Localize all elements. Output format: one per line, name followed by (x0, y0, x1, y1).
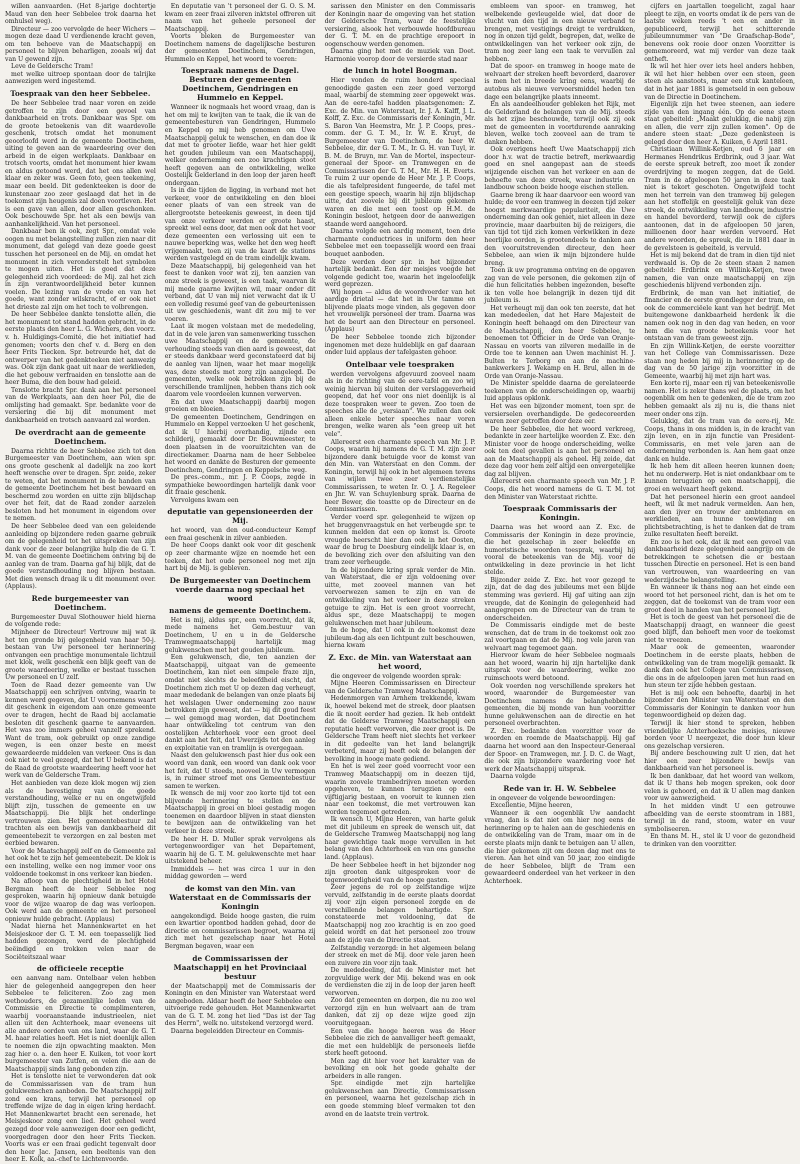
article-paragraph: Gelukkig, dat de tram van de eere-rij, Mr. Coops, thans in ons midden is, in de kracht van zijn leven, en in zijn functie van President-Commissaris, en met vele jaren aan de onderneming verbonden is. Aan hem gaat onze dank en hulde. (644, 418, 795, 463)
article-paragraph: die ongeveer de volgende woorden sprak: (330, 672, 462, 680)
article-paragraph: Excellentie, Mijne heeren, (490, 802, 573, 810)
article-paragraph: En zijn Willink-Ketjen, de eerste voorzitter van het College van Commissarissen. Deze staan nog heden bij mij in herinnering op de dag van de 50 jarige zijn voorzitter in de Gemeente, waarbij hij met zijn hart was. (644, 342, 795, 380)
article-paragraph: Terwijl ik hier stond te spreken, hebben vriendelijke Achterhoeksche meisjes, nieuwe borden voor U neergezet, die door hun kleur ons gezelschap versieren. (644, 719, 795, 750)
article-paragraph: Tenslotte bracht Spr. dank aan het personeel van de Werkplaats, aan den heer Pol, die de omlijsting had gemaakt. Spr. bedankte voor de versiering die bij dit monument met dankbaarheid en trotsch aanvaard zal worden. (5, 386, 156, 424)
article-paragraph: De mededeeling, dat de Minister met het zorgvuldige werk der Mij. bekend was en ook de verdiensten die zij in de loop der jaren heeft verworven. (324, 967, 476, 997)
article-heading: de Commissarissen der Maatschappij en het Provinciaal bestuur (173, 953, 307, 981)
article-paragraph: met welke uitroep spontaan door de talrijke aanwezigen werd ingestemd. (5, 70, 156, 86)
article-paragraph: Het is mij bekend dat de tram in dien tijd niet verdwaald is. Op de 2e steen staan 2 namen gebeiteld: Erdbrink en Willink-Ketjen, twee namen, die van onze maatschappij en zijn geschiedenis blijvend verbonden zijn. (644, 252, 795, 290)
article-paragraph: Naast den gelukwensch past hier dus ook een woord van dank, een woord van dank ook voor het feit, dat U steeds, nooveel in Uw vermogen is, in ruimer stroef met ons Gemeentebestuur samen te werken. (164, 752, 316, 790)
article-paragraph: Een gelukwensch, die, ten aanzien der Maatschappij, uitgaat van de gemeente Doetinchem, kan niet een simpele fraze zijn, omdat niet slechts de beleefdheid eischt, dat Doetinchem zich met U op dezen dag verheugt, maar mededank de belangen van onze plaats bij het welslagen Uwer onderneming zoo nauw betrokken zijn geweest, dat — bij dit goud feest — wel gemogd mag worden, dat Doetinchem haar ontwikkeling tot centrum van den oostelijken Achterhoek voor een groot deel dankt aan het feit, dat Uwerzijds tot den aanleg en exploitatie van en tramlijn is overgegaan. (164, 654, 316, 752)
article-paragraph: En deputatie van 't personeel der G. O. S. M. kwam en zeer fraai zilveren inktstel offreren uit naam van het geheele personeel der Maatschappij. (164, 3, 316, 33)
article-paragraph: De gemeenten Doetinchem, Gendringen en Hummelo en Keppel verzoeken U het geschenk, dat ik U hierbij overhandig, zijnde een schilderij, gemaakt door Dr. Bouwmeester, te doen plaatsen in de vooruitzichten van de directiekamer. Daarna nam de heer Sebbelee het woord en dankte de Besturen der gemeente Doetinchem, Gendringen en Keppelsche weg. (164, 413, 316, 474)
article-paragraph: Maar ook de gemeenten, waaronder Doetinchem in de eerste plaats, hebben de ontwikkeling van de tram mogelijk gemaakt. Ik dank dan ook het College van Commissarissen, die ons in de afgeloopen jaren met hun raad en hun steun ter zijde hebben gestaan. (644, 644, 795, 690)
article-paragraph: het woord, van den oud-conducteur Kempf een fraai geschenk in zilver aanbieden. (164, 527, 316, 542)
article-paragraph: Toen ik uw programma ontving en de opgaven zag van de vele personen, die gekomen zijn of die hun felicitaties hebben ingezonden, besefte ik ten volle hoe belangrijk in dezen tijd dit jubileum is. (484, 267, 636, 305)
article-paragraph: De heer Sebbelee dankte tenslotte allen, die het monument tot stand hadden gebracht, in de eerste plaats den heer L. G. Wichers, den voorz. v. h. Huldigings-Comité, die het initiatief had genomen; voorts den chef v. d. Berg en den heer Frits Tiecken. Spr. betreurde het, dat de ontwerper van het gedenkteeken niet aanwezig was. Ook zijn dank gaat uit naar de werklieden, die het gebouw verfraaiden en tenslotte aan de heer Buma, die den bouw had geleid. (5, 311, 156, 387)
article-paragraph: Allereerst een charmante speech van Mr. J. P. Coops, waarin hij namens de G. T. M. zijn zeer bijzondere dank betuigde voor de komst van den Min. van Waterstaat en den Comm. der Koningin, terwijl hij ook in het algemeen tevens van wijlen twee zeer verdienstelijke Commissarissen, te weten Ir. O. J. A. Regeleer en Jhr. W. van Schuylenburg sprak. Daarna de heer Bewer, die toastte op de Directeur en de Commissarissen. (324, 438, 476, 514)
article-heading: deputatie van gepensioneerden der Mij. (167, 507, 314, 526)
article-heading: Ontelbaar vele toespraken (345, 359, 455, 369)
column-2 (165, 3, 316, 1059)
article-paragraph: De Commissaris eindigde met de beste wenschen, dat de tram in de toekomst ook zoo zal voortgaan en dat de Mij. nog vele jaren van welvaart mag tegemoet gaan. (484, 622, 636, 652)
article-paragraph: Voorts bleken de Burgemeester van Doetinchem namens de dagelijksche besturen der gemeenten Doetinchem, Gendringen, Hummelo en Keppel, het woord te voeren: (164, 33, 316, 63)
article-paragraph: De Minister speldde daarna de gerelateerde teekenen van de onderscheidingen op, waarbij luid applaus opklonk. (484, 380, 636, 403)
article-paragraph: De heer Sebbelee heeft in het bijzonder nog zijn grooten dank uitgesproken voor de tegenwoordigheid van de hooge gasten. (324, 861, 476, 884)
article-heading: Toespraak namens de Dagel. Besturen der gemeenten Doetinchem, Gendringen en Hummelo en Keppel. (181, 66, 300, 103)
article-paragraph: Leve de Gelderschc Tram! (11, 63, 94, 71)
article-paragraph: in ongeveer de volgende bewoordingen: (490, 794, 616, 802)
column-3 (324, 3, 476, 1118)
article-paragraph: Ook voerden nog verschillende sprekers het woord, waaronder de Burgemeester van Doetinchem namens de belanghebbende gemeenten, die bij monde van hun voorzitter hunne gelukwenschen aan de directie en het personeel overbrachten. (484, 682, 636, 728)
article-paragraph: Deze werden door spr. in het bijzonder hartelijk bedankt. Een der meisjes voegde het volgende gedicht toe, waarin het ingeloofelijk werd geprezen. (324, 258, 476, 289)
article-paragraph: werden vervolgens afgevuurd zooveel naam als in de richting van de eere-tafel en zoo wij weinig hiervan bij sluiten der verslaggeverheid geopend, dat het voor ons niet doenlijk is al deze toespraken weer te geven. Zoo toen de speeches alle de „versiaan". We zullen dan ook alleen enkele beter speeches naar voren brengen, welke waren als "een greep uit het vele". (324, 370, 476, 438)
article-paragraph: In de hope, dat U ook in de toekomst deze jubileum-dag als een lichtpunt zult beschouwen, hierna kwam (324, 627, 476, 650)
article-heading: namens de gemeente Doetinchem. (169, 605, 312, 615)
article-paragraph: Deze Maatschappij, bij gelegenheid van het feest te danken voor wat zij, ten aanzien van onze streek is geweest, is een taak, waarvan ik mij mede gaarne kwijten wil, maar onder dit verband, dat U van mij niet verwacht dat ik U een volledig resumé geef van de gebeurtenissen uit uw geschiedenis, want dit zou mij te ver voeren. (164, 262, 316, 323)
article-paragraph: En het is wel zeer goed voorrecht voor een Tramweg Maatschappij om in deezen tijd, waarin zoovele trambedrijven moeten worden opgeheven, te kunnen terugzien op een vijftigjarig bestaan, en vooruit te kunnen zien naar een toekomst, die met vertrouwen kan worden tegemoet getreden. (324, 763, 476, 816)
column-1 (5, 3, 156, 1164)
article-paragraph: En dat uwe Maatschappij daarbij mogen groeien en bloeien. (164, 398, 316, 414)
article-paragraph: Ik heb hem dit alleen heeren kunnen doen; het nu onderwerp. Het is niet ondankbaar om te kunnen terugzien op een maatschappij, die groei en welvaart heeft gekend. (644, 463, 795, 493)
article-paragraph: Daarna was het woord aan Z. Exc. de Commissaris der Koningin in deze provincie, die het gezelschap in zeer beleefde en humoristische woorden toesprak, waarbij hij vooral de beteekenis van de Mij. voor de ontwikkeling in deze provincie in het licht stelde. (484, 524, 636, 577)
article-paragraph: Het is toch de geest van het personeel die de Maatschappij draagt, en wanneer die geest goed blijft, dan behoeft men voor de toekomst niet te vreezen. (644, 614, 795, 644)
article-paragraph: Laat ik mogen volstaan met de mededeling, dat in de vele jaren van samenwerking tusschen uwe Maatschappij en de gemeente, de verhouding steeds van dien aard is geweest, dat er steeds dankbaar werd geconstateerd dat bij de aanleg van lijnen, waar het maar mogelijk was, deze steeds met zorg zijn aangelegd. De gemeenten, welke ook betrokken zijn bij de verschillende tramlijnen, hebben thans zich ook daarom vele voordeelen kunnen verwerven. (164, 323, 316, 399)
article-paragraph: De heer Sebbelee deed van een geleidende aanleiding op bijzondere reden gaarne gebruik om de gelegenheid tot het uitspreken van zijn dank voor de zeer belangrijke hulp die de G. T. M. van de gemeente Doetinchem ontving bij de aanleg van de tram. Daarna gaf hij blijk, dat de goede verstandhouding nog blijven bestaan. Met dien wensch draag ik u dit monument over. (Applaus). (5, 523, 156, 591)
article-heading: de lunch in hotel Boogman. (342, 66, 458, 76)
article-paragraph: Toen de Raad dezer gemeente van Uw Maatschappij een schrijven ontving, waarin te kennen werd gegeven, dat U voornemens waart dit geschenk in eigendom aan onze gemeente over te dragen, hecht de Raad bij acclamatie besloten dit geschenk gaarne te aanvaarden. Het was zoo immers geheel vanzelf sprekend. Want de tram, ook gebruikt op onze zandige wegen, is een onzer beste en meest gewaardeerde middelen van verkeer. Ons is dan ook niet te veel gezegd, dat het U bekend is dat de Raad de grootste waardeering heeft voor het werk van de Geldersche Tram. (5, 681, 156, 780)
article-paragraph: Daarna begeleidden Directeur en Commis- (170, 1027, 305, 1035)
article-paragraph: Men zag dit hier voor het karakter van de bevolking en ook het goede gehalte der arbeiders in alle rangen. (324, 1057, 476, 1080)
article-paragraph: Na afloop van de plechtigheid in het Hotel Bergman heeft de heer Sebbelee nog gesproken, waarin hij opnieuw dank betuigde voor de wijze waarop de dag was verloopen. Ook werd aan de gemeente en het personeel opnieuw hulde gebracht. (Applaus) (5, 878, 156, 923)
article-paragraph: En zoo is het ook, dat ik met een gevoel van dankbaarheid deze gelegenheid aangrijp om de betrekkingen te schetsen die er bestaan tusschen Directie en personeel. Het is een band van vertrouwen, van waardeering en van wederzijdsche belangstelling. (644, 538, 795, 584)
article-paragraph: Christiaan Willink-Ketjen, oud 6 jaar en Hermanes Hendrikus Erdbrink, oud 3 jaar. Wat de eerste spreuk betreft, zoo moet ik zonder overdrijving te mogen zeggen, dat de Geld. Tram in de afgeloopen 50 jaren in deze taak niet is tekort geschoten. Ongetwijfeld tocht men het terrein van den tramweg bij gelegen aan het stoffelijk en geestelijk geluk van deze streek, de ontwikkeling van landbouw, industrie en handel bevorderd, terwijl ook de cijfers aantoonen, dat in de afgeloopen 50 jaren, millioenen door haar werden vervoerd. Het andere woorden, de spreuk, die in 1881 daar in de gevelsteen is gebeiteld, is vervuld. (644, 146, 795, 252)
article-paragraph: willen aanvaarden. (Het 8-jarige dochtertje Maud van den heer Sebbelee trok daarna het omhulsel weg). (5, 3, 156, 26)
article-paragraph: Spr. eindigde met zijn hartelijke gelukwenschen aan Directie, Commissarissen en personeel, waarna het gezelschap zich in een goede stemming bleef vermaken tot den avond en de laatste trein vertrok. (324, 1080, 476, 1118)
article-paragraph: De heer Sebbelee, die het woord verkreeg, bedankte in zeer hartelijke woorden Z. Exc. den Minister voor de hooge onderscheiding, welke ook ten deel gevallen is aan het personeel en aan de Maatschappij als geheel. Hij zeide, dat deze dag voor hem zelf altijd een onvergetelijke dag zal blijven. (484, 425, 636, 478)
article-paragraph: Hier vonden de ruim honderd speciaal genoodigde gasten een zeer goed verzorgd maal, waarbij de stemming zeer opgewekt was. Aan de eere-tafel hadden plaatsgenomen: Z. Exc. de Min. van Waterstaat, Ir. J. A. Kalff, J. L. Kolff, Z. Exc. de Commissaris der Koningin, Mr. S. Baron Van Heemstra, Mr. J. P. Coops, pres.-comm. der G. T. M., Ir. W. E. Kruyt, de Burgemeester van Doetinchem, de heer W. Sebbelee, dir. der G. T. M., Ir. G. H. van Tuyl, ir. B. M. de Bruyn, mr. Van de Mortel, inspecteur-generaal der Spoor- en Tramwegen en de Commissarissen der G. T. M., Mr. H. H. Everts. Te ruim 2 uur opende de Heer Mr. J. P. Coops, die als tafelpresident fungeerde, de tafel met een geestige speech, waarin hij zijn blijdschap uitte, dat zoovele bij dit jubileum gekomen waren en die met een toost op H.M. de Koningin besloot, hetgeen door de aanwezigen staande werd aangehoord. (324, 77, 476, 228)
article-paragraph: Het was een bijzonder moment, toen spr. de versierselen overhandigde. De gedecoreerden waren zeer getroffen door deze eer. (484, 402, 636, 426)
article-paragraph: Nadat hierna het Mannenkwartet en het Meisjeskoor der G. T. M. een toepasselijk lied hadden gezongen, werd de plechtigheid beëindigd en trokken velen naar de Sociëteitszaal waar (5, 923, 156, 961)
article-paragraph: Dankbaar ben ik ook, zegt Spr., omdat vele oogen nu met belangstelling zullen zien naar dit monument, dat gelegd van deze goede geest tusschen het personeel en de Mij. en omdat het monument in zich veronderstelt het symbolen te mogen uiten. Het is goed dat deze gelegenheid zich voordeed: de Mij. zal het zich in zijn verantwoordelijkheid beter kunnen voelen. De lezing van de vrede en van het goede, want zonder wilskracht, of er ook niet het drieste zal zijn om het toch te volbrengen. (5, 228, 156, 311)
article-paragraph: Ook overigens heeft Uwe Maatschappij zich door h.v. wat de tractie betreft, merkwaardig goed en snel aangepast aan de steeds wijzigende eischen van het verkeer en aan de behoefte van deze streek, waar industrie en landbouw schoon beide hooge eischen stellen. (484, 146, 636, 192)
article-heading: de komst van den Min. van Waterstaat en de Commissaris der Koningin (169, 883, 311, 911)
article-paragraph: En als aandeelhouder gebleken het Rijk, met de Gelderland de belangen van de Mij. steeds als het zijne beschouwde, terwijl ook zij ook met de gemeenten in voortdurende aanraking bleven, welke toch zooveel aan de tram te danken hebben. (484, 101, 636, 146)
article-paragraph: Dat de spoor- en tramweg in hooge mate de welvaart der streken heeft bevorderd, daarover is men het in breede kring eens, waarbij de autobus als nieuwe vervoersmiddel heden ten dage een belangrijke plaats inneemt. (484, 63, 636, 101)
article-heading: Rede van ir. H. W. Sebbelee (503, 783, 617, 793)
article-paragraph: De heer Sebbelee trad naar voren en zeide getroffen te zijn door een gevoel van dankbaarheid en trots. Dankbaar was Spr. om de groote betoekenis van dit waardevolle geschenk, trotsch omdat het monument geoorloofd werd in de gemeente Doetinchem, uiting te geven aan de waardeering over den arbeid in de eigen werkplaats. Dankbaar en trotsch voorts, omdat het monument hier kwam en aldus getoond werd, dat het ons allen wel klaar en zeker was. Geen foto, geen teekening, maar een beeld. Dit gedenkteeken is door de kunstenaar zoo zeer geslaagd dat het in de toekomst zijn heugenis zal doen voortleven. Het is een gave van allen, door allen geschonken. Ook beschouwde Spr. het als een bewijs van aanhankelijkheid. Van het personeel. (5, 100, 156, 228)
article-paragraph: In het midden vindt U een getrouwe afbeelding van de eerste stoomtram in 1881, terwijl in de rand, stoom, water en vuur symboliseeren. (644, 802, 795, 833)
article-paragraph: De pres.-comm., mr. J. P. Coops, zegde in sympathieke bewoordingen hartelijk dank voor dit fraaie geschenk. (164, 474, 316, 497)
article-paragraph: En thans M. H., stel ik U voor de gezondheid te drinken van den voorzitter. (644, 833, 795, 848)
article-paragraph: Directeur — zoo vervolgde de heer Wichers — mogen deze daad U verdienende kracht geven, om ten behoeve van de Maatschappij en personeel te blijven beharligen, zooals wij dat van U gewend zijn. (5, 25, 156, 63)
article-paragraph: Wij hopen — aldus de woordvoerder van het aardige drietal — dat het in Uw tamme en blijvende plaats moge vinden, als gegeven door het vrouwelijk personeel der tram. Daarna was het de beurt aan den Directeur en personeel. (Applaus) (324, 288, 476, 334)
article-heading: Rede burgemeester van Doetinchem. (31, 593, 130, 612)
article-paragraph: Erdbrink, de man van het initiatief, de financier en de eerste grondlegger der tram, en ook de commerciëele kant van het bedrijf. Met buitengewone dankbaarheid herdenk ik die namen ook nog in den dag van heden, en voor hem die van groote beteekenis voor het ontstaan van de tram geweest zijn. (644, 289, 795, 343)
article-heading: De Burgemeester van Doetinchem voerde daarna nog speciaal het woord (169, 575, 311, 603)
article-paragraph: Eigenlijk zijn het twee steenen, aan iedere zijde van den ingang één. Op de eene steen staat gebeiteld: „Maakt gelukkig, die nabij zijn en allen, die verr zijn zullen komen". Op de andere steen staat: „Deze gedenksteen is gelegd door den heer A. Kuiken, 6 April 1881. (644, 101, 795, 146)
article-paragraph: Ik wensch de mij voor zoo korte tijd tot een blijvende herinnering te stellen en de Maatschappij in groei en bloei gestadig mogen toenemen en daardoor blijven in staat diensten te bewijzen aan de ontwikkeling van het verkeer in deze streek. (164, 790, 316, 835)
article-paragraph: Immiddels — het was circa 1 uur in den middag geworden — werd (164, 865, 316, 881)
article-paragraph: Dat het personeel hierin een groot aandeel heeft, wil ik met nadruk vermelden. Aan hen, aan den ijver en trouw der ambtenaren en werklieden, aan hunne toewijding en plichtsbetrachting, is het te danken dat de tram zulke resultaten heeft bereikt. (644, 493, 795, 539)
article-heading: De overdracht aan de gemeente Doetinchem. (14, 427, 146, 446)
article-paragraph: Het verheugt mij dan ook ten zeerste, dat het kan mededeelen, dat het Hare Majesteit de Koningin heeft behaagd om den Directeur van de Maatschappij, den heer Sebbelee, te benoemen tot Officier in de Orde van Oranje-Nassau en voorts van zilveren medaille in de Orde toe te kennen aan Uwen machinist H. J. Bulten te Terborg en aan de machine-bankwerkers J. Wekamp en H. Brul, allen in de Orde van Oranje-Nassau. (484, 304, 636, 380)
article-paragraph: Z. Exc. bedankte den voorzitter voor de woorden en roemde de Maatschappij. Hij gaf daarna het woord aan den Inspecteur-Generaal der Spoor- en Tramwegen, mr. J. D. C. de Wagt, die ook zijn bijzondere waardering voor het werk der Maatschappij uitsprak. (484, 727, 636, 773)
article-paragraph: Bij andere beschouwing zult U zien, dat het hier een zeer bijzondere bewijs van dankbaarheid van het personeel is. (644, 750, 795, 773)
article-paragraph: Mijnheer de Directeur! Vertrouw mij wat ik het ten gronde bij gelegenheid van haar 50-j. bestaan van Uw personeel ter herinnering ontvangen een prachtige monumentale lichtzuil met klok, welk geschenk een blijk geeft van de groote waardeering, welke er bestaat tusschen Uw personeel en U zelf. (5, 629, 156, 682)
article-heading: Toespraak van den heer Sebbelee. (10, 89, 151, 99)
article-paragraph: Allereerst een charmante speech van Mr. J. P. Coops, die het woord namens de G. T. M. tot den Minister van Waterstaat richtte. (484, 478, 636, 501)
article-paragraph: In de bijzondere kring sprak verder de Min. van Waterstaat, die er zijn voldoening over uitte, met zooveel mannen van het vervoerwezen samen te zijn en van de ontwikkeling van het verkeer in deze streken getuige te zijn. Het is een groot voorrecht, aldus spr., deze Maatschappij te mogen gelukwenschen met haar jubileum. (324, 566, 476, 627)
column-4 (484, 3, 635, 1059)
article-heading: de officieele receptie (36, 964, 124, 974)
article-paragraph: embleem van spoor- en tramweg, het welbekende gevleugelde wiel, dat door de vlucht van den tijd in een nieuw verband te brengen, met vestigings dreigt te verdrukken, nog in onzen tijd geldt, begrepen, dat, welke de ontwikkelingen van het verkeer ook zijn, de tram nog zeer lang een taak te vervullen zal hebben. (484, 3, 636, 63)
article-paragraph: der Maatschappij met de Commissaris der Koningin en den Minister van Waterstaat werd aangeboden. Aldaar heeft de heer Sebbelee een uitvoerige rede gehouden. Het Mannenkwartet van de G. T. M. zong het lied "Das ist der Tag des Herrn", welk no. uitstekend verzorgd werd. (164, 982, 316, 1028)
article-paragraph: Zelfstandig verzorgd: in het algemeen belang der streek en met de Mij. door vele jaren heen een zuivere zin voor zijn taak. (324, 944, 476, 967)
article-paragraph: Een van die hooge heeren was de Heer Sebbelee die zich de aanvalliger heeft gemaakt, die met een huldeblijk de personeels liefde sterk heeft getoond. (324, 1027, 476, 1058)
article-paragraph: Daarna ging het met de muziek van Doet. Harmonie voorop door de versierde stad naar (324, 48, 476, 63)
article-paragraph: Ik wensch U, Mijne Heeren, van harte geluk met dit jubileum en spreek de wensch uit, dat de Geldersche Tramweg Maatschappij nog lang haar gewichtige taak moge vervullen in het belang van den Achterhoek en van ons gansche land. (Applaus). (324, 816, 476, 861)
article-paragraph: Wanneer ik een oogenblik Uw aandacht vraag, dan is dat niet om hier nog eens de herinnering op te halen aan de geschiedenis en de ontwikkeling van de Tram, maar om in de eerste plaats mijn dank te betuigen aan U allen, die hier gekomen zijt om dezen dag met ons te vieren. Aan het eind van 50 jaar, zoo eindigde de heer Sebbelee, blijft de Tram een gewaardeerd onderdeel van het verkeer in den Achterhoek. (484, 809, 636, 885)
article-paragraph: Ik wil het hier over iets heel anders hebben, ik wil het hier hebben over een steen, geen steen als aanstoots, maar een stuk kanteleen, dat in het jaar 1881 is gemetseld in een gebouw van de Directie in Doetinchem. (644, 63, 795, 101)
article-paragraph: Daarna richtte de heer Sebbelee zich tot den Burgemeester van Doetinchem, aan wien spr. ons groote geschenk al dadelijk na zoo kort heeft wensche over te dragen. Spr. zeide, zeker te weten, dat het monument in de handen van de gemeente Doetinchem het best bewaard en beschermd zou worden en uitte zijn blijdschap over het feit, dat de Raad zonder aarzelen besloten had het monument in eigendom over te nemen. (5, 447, 156, 523)
article-paragraph: Burgemeester Duval Slothouwer hield hierna de volgende rede: (5, 613, 156, 629)
article-paragraph: Bijzonder zeide Z. Exc. het voor gezegd te zijn, dat de dag des jubileums met een blijde stemming was gevierd. Hij gaf uiting aan zijn vreugde, dat de Koningin de gelegenheid had aangegrepen om de Directeur van de tram te onderscheiden. (484, 576, 636, 622)
article-paragraph: sarissen den Minister en den Commissaris der Koningin naar de omgeving van het station der Geldersche Tram, waar de feestelijke versiering, alsook het verbouwde hoofdbureau der G. T. M. en de prachtige erepoort in oogenschouw werden genomen. (324, 3, 476, 48)
column-5 (644, 3, 795, 1059)
article-paragraph: Een korte rij, maar een rij van beteekenisvolle namen. Het is zeker thans wel de plaats, om het oogenblik om hen te gedenken, die de tram zoo hebben gemaakt als zij nu is, die thans niet meer onder ons zijn. (644, 380, 795, 418)
article-paragraph: Verder voerd spr. gelegenheid te wijzen op het bruggenvraagstuk en het verbeugde spr. te kunnen melden dat een op komst is. Groote vreugde heerscht hier dan ook in het Oosten, waar de brug te Doesburg eindelijk klaar is, en de bevolking zich over den afsluiting van den tram zeer verheugde. (324, 514, 476, 567)
article-heading: Z. Exc. de Min. van Waterstaat aan het woord, (328, 652, 472, 671)
article-paragraph: Daarna volgde een aardig moment, toen drie charmante conductrices in uniform den heer Sebbelee met een toepasselijk woord een fraai bouquet aanboden. (324, 228, 476, 258)
article-paragraph: Voor de Maatschappij zelf en de Gemeente zal het ook het te zijn het gemeentebezit. De klok is een instelling, welke een nog immer voor ons voldoende toekomst in ons verkeer kan bieden. (5, 847, 156, 878)
article-paragraph: Het is mij, aldus spr., een voorrecht, dat ik, mede namens het Gem.bestuur van Doetinchem, U en u in de Geldersche Tramwegmaatschappij hartelijk mag gelukwenschen met het gouden jubileum. (164, 616, 316, 654)
article-paragraph: De heer H. D. Muller sprak vervolgens als vertegenwoordiger van het Departement, waarin hij de G. T. M. gelukwenschte met haar uitstekend beheer. (164, 835, 316, 866)
article-paragraph: Is in die tijden de ligging, in verband met het verkeer, voor de ontwikkeling en den bloei eener plaats of van een streek van de allergrootste beteekenis geweest, in deen tijd van onze verkeer werden er groote haast, spreekt wel eens door, dat men ook dat het voor deze gemeenten een verlossing uit een te nauwe beperking was, welke het den weg heeft vrijgemaakt, toen zij van de kaart de stations werden vastgelegd en de tram eindelijk kwam. (164, 187, 316, 263)
article-paragraph: Zeer jegens de rol op zelfstandige wijze vervuld, zelfstandig in de eerste plaats doordat zij voor zijn eigen personeel zorgde en de verschillende belangen behartigde. Spr. constateerde met voldoening, dat de Maatschappij nog zoo krachtig is en zoo goed geleid wordt en dat het personeel zoo trouw aan de zijde van de Directie staat. (324, 884, 476, 944)
article-heading: Toespraak Commissaris der Koningin. (502, 504, 617, 523)
article-paragraph: Mijne Heeren Commissarissen en Directeur van de Geldersche Tramweg Maatschappij. (324, 680, 476, 695)
article-paragraph: Het is tenslotte niet te verwonderen dat ook de Commissarissen van de tram hun gelukwenschen aanboden. De Maatschappij zelf zond een krans, terwijl het personeel op treffende wijze de dag in eigen kring herdacht. Het Mannenkwartet bracht een serenade, het Meisjeskoor zong een lied. Het geheel werd gezegd door vele aanwezigen door een gedicht, voorgedragen door den heer Frits Tiecken. Voorts was er een fraai gedicht tegenvalt door den heer Jac. Jansen, een beeltenis van den heer E. Kolk, aa.-chef te Lichtenvoorde. (5, 1073, 156, 1164)
article-paragraph: Daarna volgde (490, 773, 536, 781)
article-paragraph: De heer Sebbelee toonde zich bijzonder ingenomen met deze huldeblijk en gaf daaraan onder luid applaus der tafelgasten gehoor. (324, 333, 476, 357)
article-paragraph: Hiervoor kwam de heer Sebbelee nogmaals aan het woord, waarin hij zijn hartelijke dank uitsprak voor de waardeering, welke zoo ruimschoots werd betoond. (484, 652, 636, 683)
article-paragraph: De heer Coops dankt ook voor dit geschenk op zeer charmante wijze en noemde het een teeken, dat het oude personeel nog met zijn hart bij de Mij. is gebleven. (164, 542, 316, 573)
article-paragraph: Het is mij ook een behoefte, daarbij in het bijzonder den Minister van Waterstaat en den Commissaris der Koningin te danken voor hun tegenwoordigheid op dezen dag. (644, 689, 795, 720)
article-paragraph: een aanvang nam. Ontelbaar velen hebben hier de gelegenheid aangegrepen den heer Sebbelee te feliciteren. Zoo zag men wethouders, de gezamenlijke leden van de Commissie en Directie te complimenteren, waarbij vooraanstaande industrieelen, niet allen uit den Achterhoek, maar eveneens uit alle andere oorden van ons land, waar de G. T. M. haar relaties heeft. Het is niet doenlijk allen te noemen die zijn opwachting maakten. Men zag hier o. a. den heer E. Kuiken, tot voor kort burgemeester van Zutfen, en velen die aan de Maatschappij sinds lang gebonden zijn. (5, 975, 156, 1073)
article-paragraph: Ik ben dankbaar, dat het woord van welkom, dat ik U thans heb mogen spreken, ook door velen is gehoord, en dat ik U allen mag danken voor uw aanwezigheid. (644, 772, 795, 803)
article-paragraph: Gaarne breng ik haar daarvoor een woord van hulde; de voor een tramweg in deezen tijd zeker hoogst merkwaardige populariteit, die Uwe onderneming dan ook geniet, niet alleen in deze provincie, maar daarbuiten bij de reizigers, die van tijd tot tijd zich komen verkwikken in deze heerlijke oorden, is grootendeels te danken aan den vooruitstrevenden directeur, den heer Sebbelee, aan wien ik mijn bijzondere hulde breng. (484, 191, 636, 267)
article-paragraph: Hedenmorgen van Arnhem trekkende, kwam ik, hoewel bekend met de streek, door plaatsen die ik nooit eerder had gezien. Ik heb ontdekt dat de Gelderse Tramweg Maatschappij een reputatie heeft verworven, die zeer groot is. De Geldersche Tram heeft niet slechts het verkeer in dit gedeelte van het land belangrijk verbeterd, maar zij heeft ook de belangen der bevolking in hooge mate gediend. (324, 695, 476, 763)
article-paragraph: En wanneer ik thans nog aan het einde een woord tot het personeel richt, dan is het om te zeggen, dat de toekomst van de tram voor een groot deel in handen van het personeel ligt. (644, 584, 795, 614)
article-paragraph: Wanneer ik nogmaals het woord vraag, dan is het om mij te kwijten van te taak, die ik van de gemeentebesturen van Gendringen, Hummelo en Keppel op mij heb genomen om Uwe Maatschappij geluk te wenschen, en dan doe ik dat met te grooter liefde, waar het hier geldt het gouden jubileum van een Maatschappij, welker onderneming een zoo krachtigen stoot heeft gegeven aan de ontwikkeling, welke Oostelijk Gelderland in den loop der jaren heeft ondergaan. (164, 104, 316, 187)
article-paragraph: cijfers en jaartallen toegelicht, zagal haar pleegt te zijn, en voorts omdat ik de pers van de laatste weken reeds 't een en ander in gepubliceerd, terwijl het schitterende jubileumnummer van "De Graafschap-Bode", benevens ook rooie door onzen Voorzitter is gememoreerd, wat mij verder van deze taak ontheft. (644, 3, 795, 63)
article-paragraph: aangekondigd. Beide hooge gasten, die ruim een kwartier opontbod hadden gehad, door de directie en commissarissen begroet, waarna zij zich met het gezelschap naar het Hotel Bergman begaven, waar een (164, 912, 316, 950)
article-paragraph: Zoo dat gemeenten en dorpen, die nu zoo wel verzorgd zijn en hun welvaart aan de tram danken, dat zij op deze wijze goed zijn vooruitgegaan. (324, 997, 476, 1027)
article-paragraph: Het aanbieden van deze klok mogen wij zien als de bevestiging van de goede verstandhouding, welke er nu en ongetwijfeld blijft zijn, tusschen de gemeente en uw Maatschappij. Die blijk het onderlinge vertrouwen zien. Het gemeentebestuur zal trachten als een bewijs van dankbaarheid dit gemeentebezit te verzorgen en zal besten met eerbied bewaren. (5, 779, 156, 848)
article-paragraph: Vervolgens kwam een (170, 496, 239, 504)
